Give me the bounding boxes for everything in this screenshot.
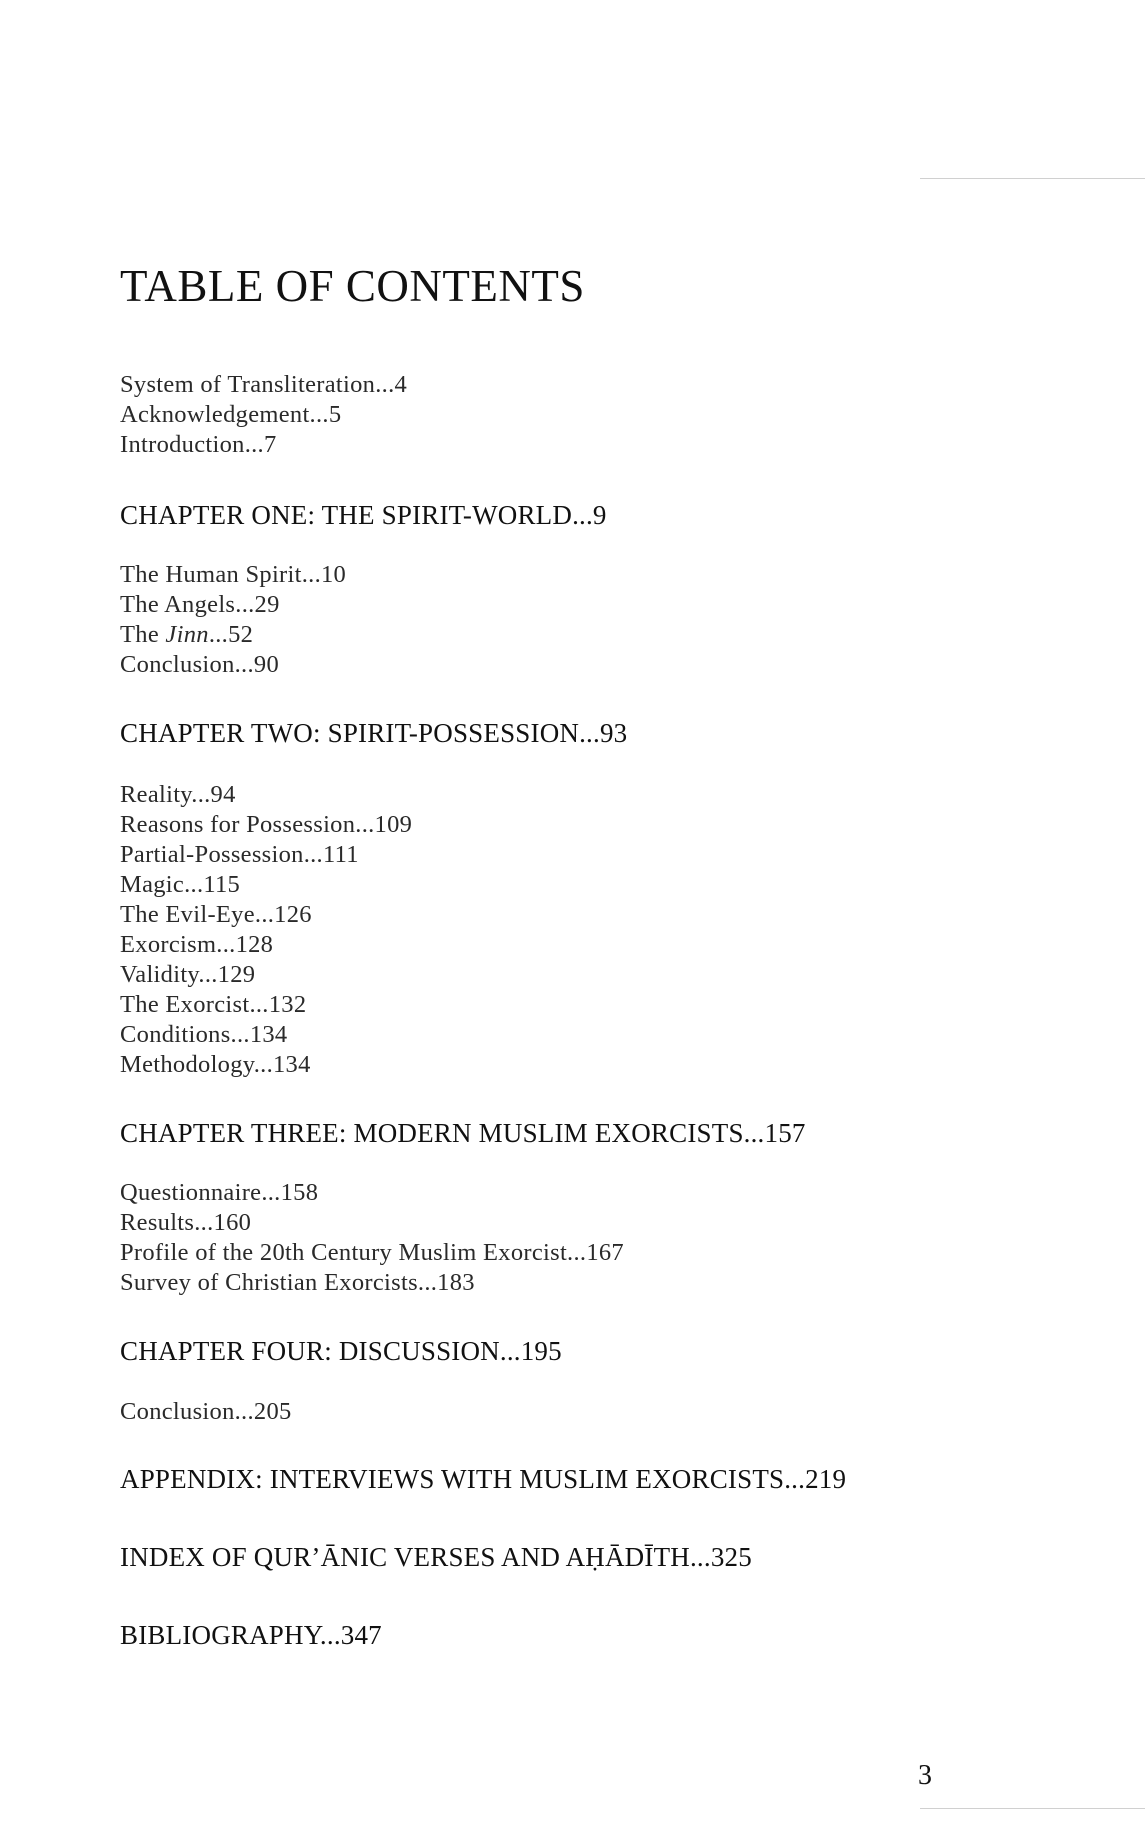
toc-entry: Reality...94 [120, 781, 236, 808]
chapter-two-sections [120, 780, 412, 1080]
toc-entry: The Exorcist...132 [120, 991, 307, 1018]
toc-entry: Survey of Christian Exorcists...183 [120, 1269, 475, 1296]
toc-entry: Conditions...134 [120, 1021, 288, 1048]
chapter-three-sections [120, 1178, 624, 1298]
toc-entry: Acknowledgement...5 [120, 401, 342, 428]
toc-entry-jinn [120, 620, 346, 650]
toc-entry: The Angels...29 [120, 591, 280, 618]
page-edge-line [920, 178, 1145, 179]
index-heading: INDEX OF QUR’ĀNIC VERSES AND AḤĀDĪTH...325 [120, 1542, 752, 1572]
entry-italic-word: Jinn [165, 621, 209, 648]
chapter-two-heading: CHAPTER TWO: SPIRIT-POSSESSION...93 [120, 718, 628, 748]
chapter-one-heading: CHAPTER ONE: THE SPIRIT-WORLD...9 [120, 500, 607, 530]
toc-entry: Conclusion...90 [120, 651, 279, 678]
bibliography-heading: BIBLIOGRAPHY...347 [120, 1620, 382, 1650]
toc-entry: Exorcism...128 [120, 931, 274, 958]
toc-entry: Reasons for Possession...109 [120, 811, 413, 838]
toc-entry: Magic...115 [120, 871, 241, 898]
chapter-one-sections [120, 560, 346, 680]
toc-entry: The Evil-Eye...126 [120, 901, 312, 928]
appendix-heading: APPENDIX: INTERVIEWS WITH MUSLIM EXORCISTS...219 [120, 1464, 847, 1494]
toc-entry: Validity...129 [120, 961, 256, 988]
toc-entry: Conclusion...205 [120, 1398, 292, 1425]
page-number: 3 [918, 1760, 932, 1791]
toc-entry: Methodology...134 [120, 1051, 311, 1078]
toc-entry: Profile of the 20th Century Muslim Exorcist...167 [120, 1239, 624, 1266]
entry-prefix: The [120, 621, 166, 648]
entry-suffix: ...52 [208, 621, 254, 648]
chapter-three-heading: CHAPTER THREE: MODERN MUSLIM EXORCISTS...157 [120, 1118, 806, 1148]
page-title: TABLE OF CONTENTS [120, 261, 585, 311]
toc-entry: Partial-Possession...111 [120, 841, 359, 868]
chapter-four-sections [120, 1397, 292, 1427]
front-matter-list [120, 370, 407, 460]
page-edge-line [920, 1808, 1145, 1809]
toc-entry: Results...160 [120, 1209, 252, 1236]
toc-entry: The Human Spirit...10 [120, 561, 347, 588]
toc-entry: Questionnaire...158 [120, 1179, 319, 1206]
toc-entry: Introduction...7 [120, 431, 277, 458]
chapter-four-heading: CHAPTER FOUR: DISCUSSION...195 [120, 1336, 562, 1366]
toc-entry: System of Transliteration...4 [120, 371, 408, 398]
